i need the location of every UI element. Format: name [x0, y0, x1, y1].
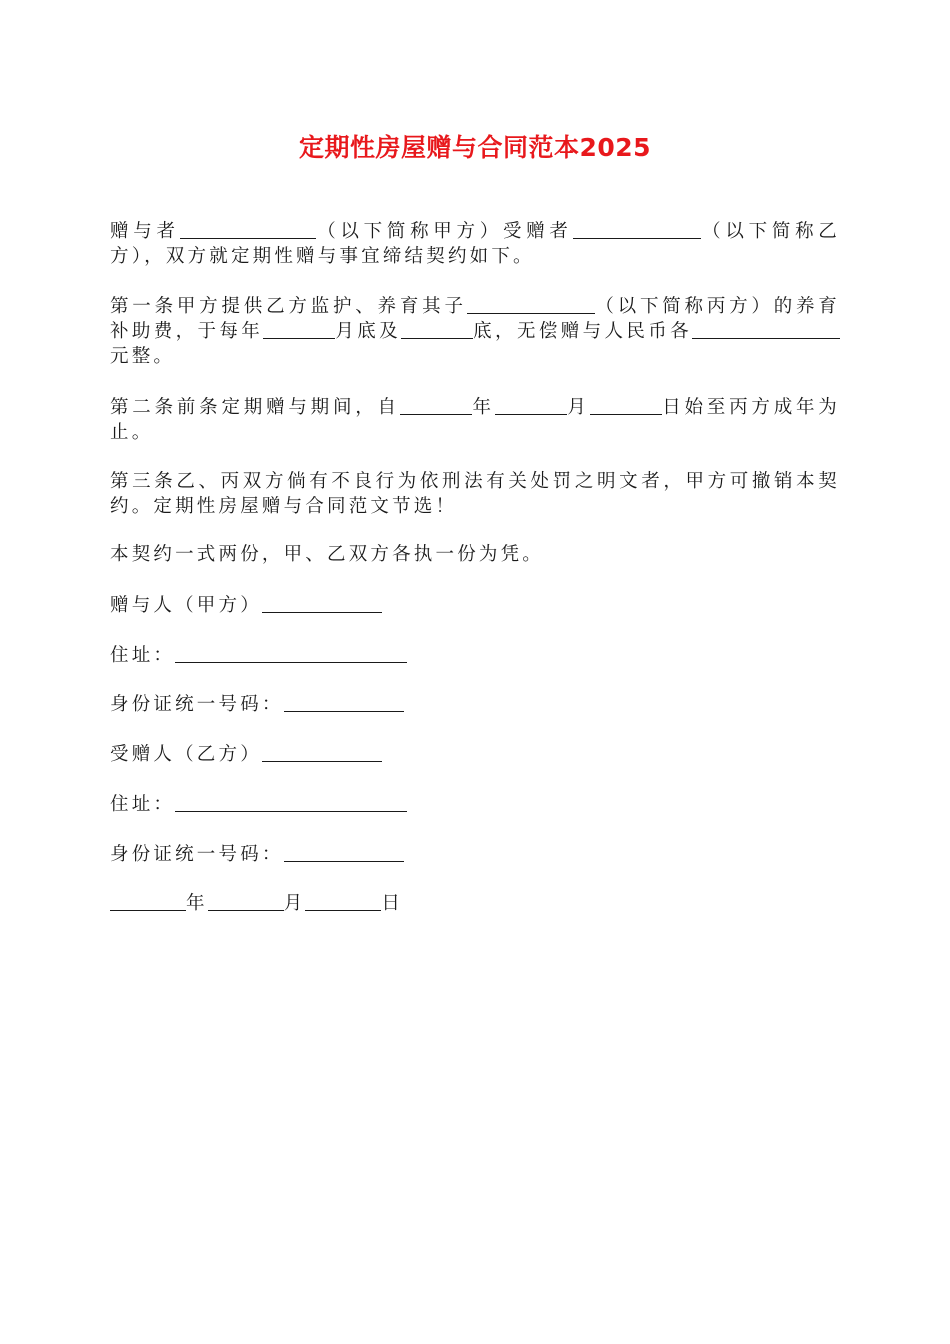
document-title: 定期性房屋赠与合同范本2025 [298, 133, 652, 162]
fill-in-blank[interactable] [110, 892, 186, 911]
donor-label: 赠与人（甲方） [110, 595, 262, 616]
fill-in-blank[interactable] [768, 320, 840, 339]
fill-in-blank[interactable] [401, 320, 473, 339]
paragraph-text: 月 [566, 397, 590, 418]
paragraph-article-3: 第三条乙、丙双方倘有不良行为依刑法有关处罚之明文者，甲方可撤销本契约。定期性房屋赠与合同范文节选！ [110, 471, 840, 517]
paragraph-article-1 [110, 294, 840, 369]
date-line [110, 891, 850, 916]
fill-in-blank[interactable] [175, 644, 407, 663]
fill-in-blank[interactable] [467, 295, 595, 314]
fill-in-blank[interactable] [180, 220, 316, 239]
fill-in-blank[interactable] [208, 892, 284, 911]
fill-in-blank[interactable] [305, 892, 381, 911]
fill-in-blank[interactable] [495, 396, 567, 415]
donee-address-label: 住址： [110, 794, 176, 815]
paragraph-text: （以下简称乙方），双方就定期性赠与事宜缔结契约如下。 [110, 221, 840, 267]
donor-signature-line [110, 593, 850, 618]
date-year-label: 年 [186, 893, 208, 914]
paragraph-text: 赠与者 [110, 221, 180, 242]
paragraph-copies: 本契约一式两份，甲、乙双方各执一份为凭。 [110, 544, 545, 565]
fill-in-blank[interactable] [262, 594, 382, 613]
donee-address-line [110, 792, 850, 817]
fill-in-blank[interactable] [284, 693, 404, 712]
paragraph-text: 年 [471, 397, 495, 418]
donee-signature-line [110, 742, 850, 767]
donor-id-line [110, 692, 850, 717]
paragraph-text: 元整。 [110, 346, 176, 367]
donor-address-line [110, 643, 850, 668]
paragraph-text: 月底及 [335, 321, 401, 342]
paragraph-article-2 [110, 395, 840, 445]
donee-id-label: 身份证统一号码： [110, 844, 284, 865]
paragraph-text: 第一条甲方提供乙方监护、养育其子 [110, 296, 467, 317]
fill-in-blank[interactable] [573, 220, 701, 239]
fill-in-blank[interactable] [400, 396, 472, 415]
fill-in-blank[interactable] [263, 320, 335, 339]
donor-id-label: 身份证统一号码： [110, 694, 284, 715]
paragraph-text: 日始至丙方成年为止。 [110, 397, 840, 443]
fill-in-blank[interactable] [262, 743, 382, 762]
donor-address-label: 住址： [110, 645, 176, 666]
paragraph-text: （以下简称甲方）受赠者 [315, 221, 573, 242]
paragraph-text: 底，无偿赠与人民币各 [473, 321, 692, 342]
paragraph-parties [110, 219, 840, 269]
fill-in-blank[interactable] [692, 320, 768, 339]
donee-id-line [110, 842, 850, 867]
fill-in-blank[interactable] [284, 843, 404, 862]
date-month-label: 月 [283, 893, 306, 914]
fill-in-blank[interactable] [590, 396, 662, 415]
paragraph-text: （以下简称丙方）的养育补助费，于每年 [110, 296, 841, 342]
paragraph-text: 第二条前条定期赠与期间，自 [110, 397, 400, 418]
date-day-label: 日 [381, 893, 404, 914]
donee-label: 受赠人（乙方） [110, 744, 262, 765]
fill-in-blank[interactable] [175, 793, 407, 812]
